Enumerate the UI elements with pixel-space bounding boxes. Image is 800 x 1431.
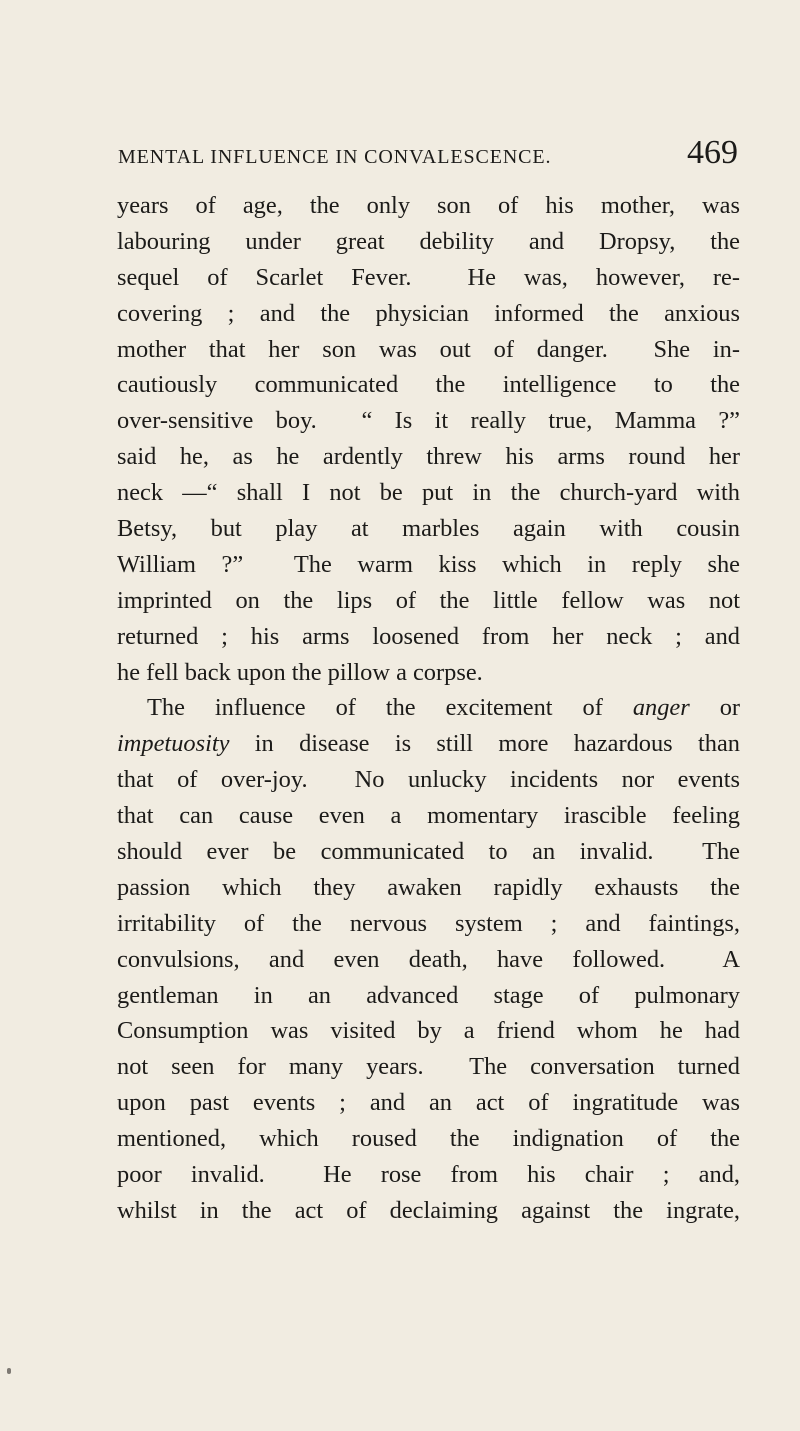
text-line <box>117 619 740 655</box>
text-segment: Consumption was visited by a friend whom he had <box>117 1017 740 1045</box>
text-line <box>117 475 740 511</box>
page-header <box>118 136 738 174</box>
body-text <box>117 188 740 1229</box>
text-segment: that can cause even a momentary irascible feeling <box>117 802 740 830</box>
italic-phrase: impetuosity <box>117 730 230 758</box>
text-line <box>117 296 740 332</box>
text-segment: Betsy, but play at marbles again with cousin <box>117 515 740 543</box>
running-head: MENTAL INFLUENCE IN CONVALESCENCE. <box>118 146 552 168</box>
text-line <box>117 726 740 762</box>
margin-mark <box>7 1368 11 1374</box>
text-line <box>117 834 740 870</box>
text-segment: poor invalid. He rose from his chair ; and, <box>117 1161 740 1189</box>
text-line <box>117 547 740 583</box>
text-line <box>117 690 740 726</box>
text-segment: neck —“ shall I not be put in the church-yard with <box>117 479 740 507</box>
text-segment: convulsions, and even death, have followed. A <box>117 945 740 973</box>
text-line <box>117 1121 740 1157</box>
text-line <box>117 403 740 439</box>
text-line <box>117 1157 740 1193</box>
text-line <box>117 942 740 978</box>
text-segment: over-sensitive boy. “ Is it really true, Mamma ?” <box>117 407 740 435</box>
text-segment: not seen for many years. The conversation turned <box>117 1053 740 1081</box>
text-line <box>117 655 740 691</box>
text-line <box>117 906 740 942</box>
text-line <box>117 978 740 1014</box>
italic-phrase: anger <box>632 694 690 722</box>
text-segment: The influence of the excitement of <box>147 694 633 722</box>
text-line <box>117 188 740 224</box>
text-segment: he fell back upon the pillow a corpse. <box>117 658 483 686</box>
text-segment: gentleman in an advanced stage of pulmonary <box>117 981 740 1009</box>
text-segment: sequel of Scarlet Fever. He was, however, re- <box>117 263 740 291</box>
text-line <box>117 870 740 906</box>
text-segment: or <box>689 694 741 722</box>
text-segment: years of age, the only son of his mother, was <box>117 192 740 219</box>
text-line <box>117 439 740 475</box>
text-segment: said he, as he ardently threw his arms round her <box>117 443 740 471</box>
text-line <box>117 332 740 368</box>
text-segment: that of over-joy. No unlucky incidents nor events <box>117 766 740 794</box>
text-line <box>117 367 740 403</box>
text-segment: returned ; his arms loosened from her neck ; and <box>117 622 740 650</box>
text-line <box>117 1193 740 1229</box>
text-segment: mother that her son was out of danger. She in- <box>117 335 740 363</box>
text-segment: passion which they awaken rapidly exhausts the <box>117 873 740 901</box>
text-line <box>117 798 740 834</box>
text-line <box>117 224 740 260</box>
text-segment: whilst in the act of declaiming against the ingrate, <box>117 1196 740 1224</box>
text-line <box>117 583 740 619</box>
text-segment: covering ; and the physician informed the anxious <box>117 299 740 327</box>
text-segment: cautiously communicated the intelligence to the <box>117 371 740 399</box>
text-segment: should ever be communicated to an invalid. The <box>117 838 740 866</box>
text-segment: William ?” The warm kiss which in reply she <box>117 550 740 578</box>
text-line <box>117 1085 740 1121</box>
text-line <box>117 1013 740 1049</box>
text-segment: mentioned, which roused the indignation of the <box>117 1125 740 1153</box>
text-segment: imprinted on the lips of the little fellow was not <box>117 586 740 614</box>
text-line <box>117 762 740 798</box>
text-segment: in disease is still more hazardous than <box>229 730 740 758</box>
text-line <box>117 511 740 547</box>
text-line <box>117 1049 740 1085</box>
text-segment: irritability of the nervous system ; and faintings, <box>117 909 740 937</box>
text-segment: upon past events ; and an act of ingratitude was <box>117 1089 740 1117</box>
page-number: 469 <box>687 134 738 171</box>
text-segment: labouring under great debility and Dropsy, the <box>117 227 740 255</box>
text-line <box>117 260 740 296</box>
